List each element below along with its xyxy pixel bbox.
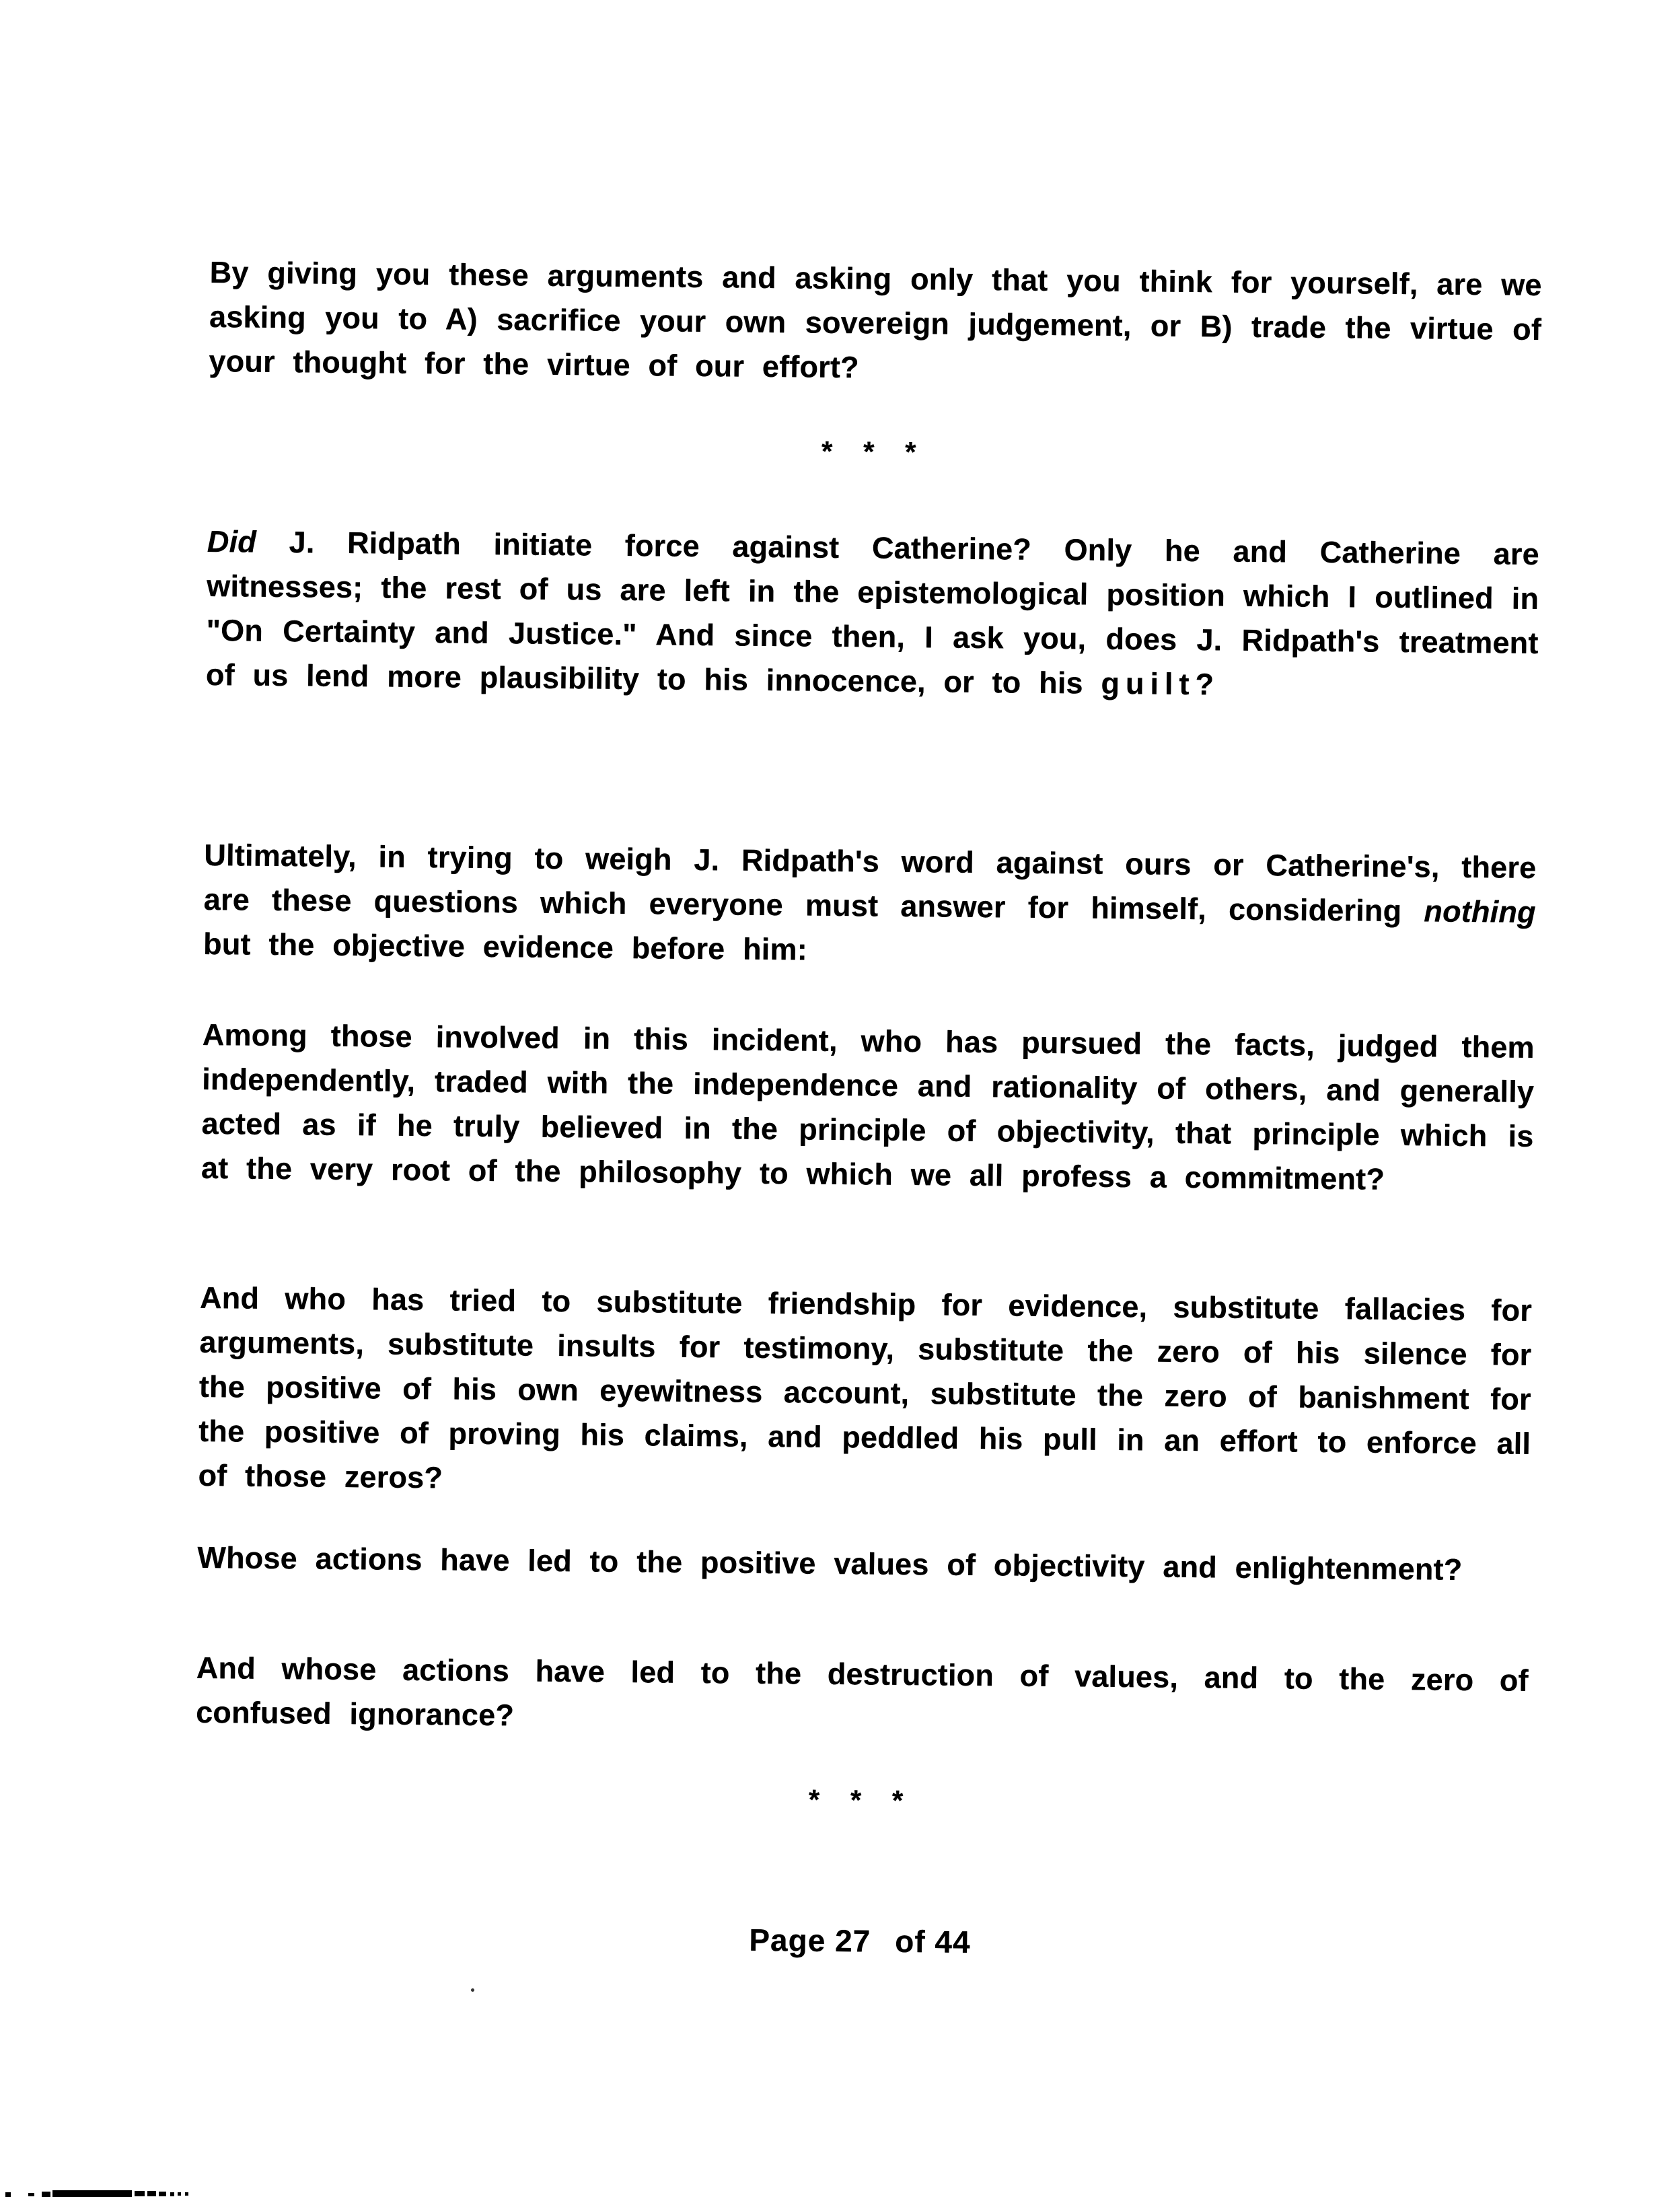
paragraph-4: Among those involved in this incident, who has pursued the facts, judged them independently, traded with the independence and rationality of others, and generally acted as if he truly believed in the principle of objectivity, that principle which is at the very root of the philosophy to which we all profess a commitment? (200, 1017, 1535, 1196)
scan-mark (185, 2192, 188, 2196)
paragraph-6: Whose actions have led to the positive values of objectivity and enlightenment? (197, 1540, 1463, 1587)
scan-speck (471, 1988, 474, 1992)
paragraph-1: By giving you these arguments and asking only that you think for yourself, are we asking you to A) sacrifice your own sovereign judgement, or B) trade the virtue of your thought for the virtue of our effort? (209, 255, 1542, 385)
scan-mark (135, 2191, 145, 2196)
scan-mark (42, 2192, 50, 2197)
paragraph-2: Did J. Ridpath initiate force against Catherine? Only he and Catherine are witnesses; the rest of us are left in the epistemological position which I outlined in "On Certainty and Justice." And since then, I ask you, does J. Ridpath's treatment of us lend more plausibility to his innocence, or to his guilt? (205, 524, 1540, 702)
section-separator-1: * * * (821, 435, 927, 468)
paragraph-5: And who has tried to substitute friendship for evidence, substitute fallacies for arguments, substitute insults for testimony, substitute the zero of his silence for the positive of his own eyewitness account, substitute the zero of banishment for the positive of proving his claims, and peddled his pull in an effort to enforce all of those zeros? (198, 1280, 1533, 1495)
scan-mark (28, 2193, 34, 2196)
scan-mark (147, 2191, 156, 2196)
page-count-label: of 44 (895, 1923, 971, 1959)
page-number-label: Page 27 (749, 1922, 871, 1959)
scan-mark (178, 2192, 181, 2196)
page-footer (194, 1916, 1526, 1966)
section-separator-2: * * * (808, 1783, 914, 1817)
scan-mark (5, 2192, 11, 2197)
scan-mark (170, 2192, 174, 2196)
scan-mark (159, 2192, 166, 2196)
scan-mark (52, 2190, 132, 2197)
paragraph-7: And whose actions have led to the destruction of values, and to the zero of confused ignorance? (195, 1650, 1529, 1733)
paragraph-3: Ultimately, in trying to weigh J. Ridpath's word against ours or Catherine's, there are these questions which everyone must answer for himself, considering nothing but the objective evidence before him: (203, 837, 1537, 967)
